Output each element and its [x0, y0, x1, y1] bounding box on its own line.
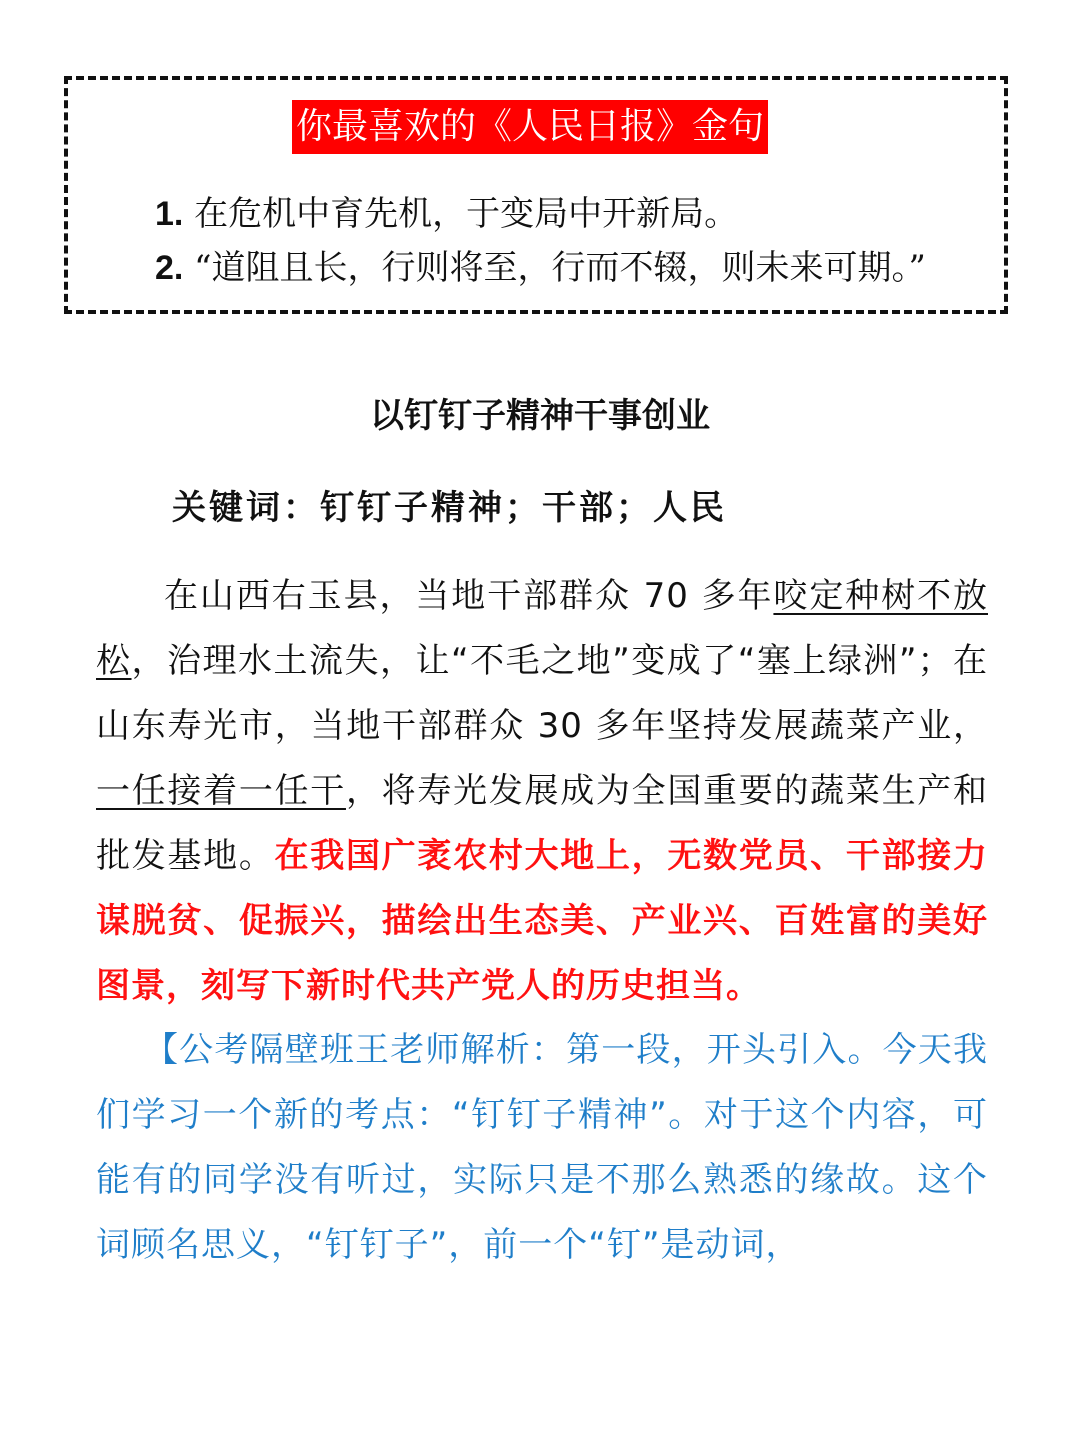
- quote-item-1-number: 1.: [155, 195, 184, 233]
- quote-item-2-text: “道阻且长，行则将至，行而不辍，则未来可期。”: [194, 248, 926, 288]
- para1-underline-2: 一任接着一任干: [96, 771, 346, 811]
- quote-item-1: [155, 192, 738, 236]
- para1-segment-1: 在山西右玉县，当地干部群众 70 多年: [164, 576, 774, 616]
- para1-red-emphasis: 在我国广袤农村大地上，无数党员、干部接力谋脱贫、促振兴，描绘出生态美、产业兴、百姓富的美好图景，刻写下新时代共产党人的历史担当。: [96, 836, 989, 1006]
- quote-item-2-number: 2.: [155, 249, 184, 287]
- quote-box-title: 你最喜欢的《人民日报》金句: [292, 100, 768, 154]
- article-title: 以钉钉子精神干事创业: [370, 396, 710, 436]
- quote-item-1-text: 在危机中育先机，于变局中开新局。: [194, 194, 739, 234]
- para1-underline-1: 咬定种树不放松: [96, 576, 988, 681]
- keywords-line: 关键词：钉钉子精神；干部；人民: [172, 488, 727, 528]
- quote-item-2: [155, 246, 926, 290]
- para1-segment-3: ，将寿光发展成为全国重要的蔬菜生产和批发基地。: [96, 771, 989, 876]
- para1-segment-2: ，治理水土流失，让“不毛之地”变成了“塞上绿洲”；在山东寿光市，当地干部群众 30 多年坚持发展蔬菜产业，: [96, 641, 989, 746]
- analysis-paragraph: 【公考隔壁班王老师解析：第一段，开头引入。今天我们学习一个新的考点：“钉钉子精神”。对于这个内容，可能有的同学没有听过，实际只是不那么熟悉的缘故。这个词顾名思义，“钉钉子”，前一个“钉”是动词，: [96, 1030, 988, 1265]
- paragraph-1: [96, 564, 988, 1019]
